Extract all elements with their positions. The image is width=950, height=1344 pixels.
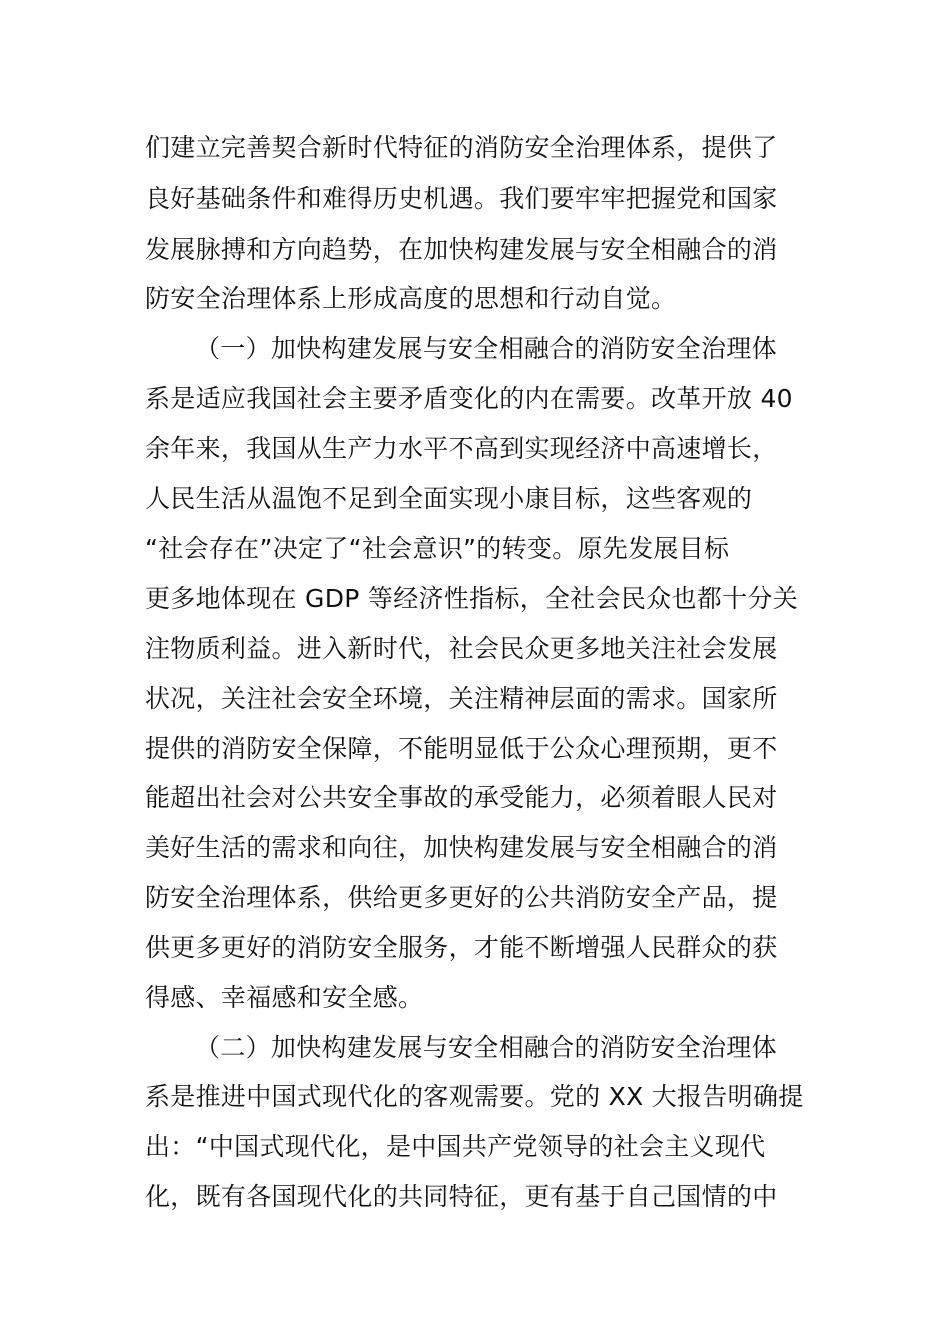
- text-line: 良好基础条件和难得历史机遇。我们要牢牢把握党和国家: [145, 184, 778, 213]
- text-line: 系是适应我国社会主要矛盾变化的内在需要。改革开放 40: [145, 384, 793, 413]
- text-line: 得感、幸福感和安全感。: [145, 983, 424, 1012]
- text-line: 提供的消防安全保障，不能明显低于公众心理预期，更不: [145, 734, 778, 763]
- text-line: 能超出社会对公共安全事故的承受能力，必须着眼人民对: [145, 783, 778, 812]
- text-line: 们建立完善契合新时代特征的消防安全治理体系，提供了: [145, 133, 778, 162]
- text-line: 人民生活从温饱不足到全面实现小康目标，这些客观的: [145, 484, 753, 513]
- text-line: 系是推进中国式现代化的客观需要。党的 XX 大报告明确提: [145, 1082, 804, 1111]
- paragraph-heading-line: （一）加快构建发展与安全相融合的消防安全治理体: [195, 334, 777, 363]
- text-line: 发展脉搏和方向趋势，在加快构建发展与安全相融合的消: [145, 235, 778, 264]
- text-line: 防安全治理体系上形成高度的思想和行动自觉。: [145, 284, 677, 313]
- paragraph-heading-line: （二）加快构建发展与安全相融合的消防安全治理体: [195, 1033, 777, 1062]
- text-line: 余年来，我国从生产力水平不高到实现经济中高速增长，: [145, 434, 778, 463]
- text-line: 防安全治理体系，供给更多更好的公共消防安全产品，提: [145, 883, 778, 912]
- text-line: 化，既有各国现代化的共同特征，更有基于自己国情的中: [145, 1182, 778, 1211]
- text-line: 更多地体现在 GDP 等经济性指标，全社会民众也都十分关: [145, 584, 798, 613]
- text-line: 出：“中国式现代化，是中国共产党领导的社会主义现代: [145, 1132, 766, 1161]
- text-line: 注物质利益。进入新时代，社会民众更多地关注社会发展: [145, 634, 778, 663]
- text-line: 美好生活的需求和向往，加快构建发展与安全相融合的消: [145, 833, 778, 862]
- text-line: 状况，关注社会安全环境，关注精神层面的需求。国家所: [145, 684, 778, 713]
- text-line: “社会存在”决定了“社会意识”的转变。原先发展目标: [145, 534, 730, 563]
- text-line: 供更多更好的消防安全服务，才能不断增强人民群众的获: [145, 933, 778, 962]
